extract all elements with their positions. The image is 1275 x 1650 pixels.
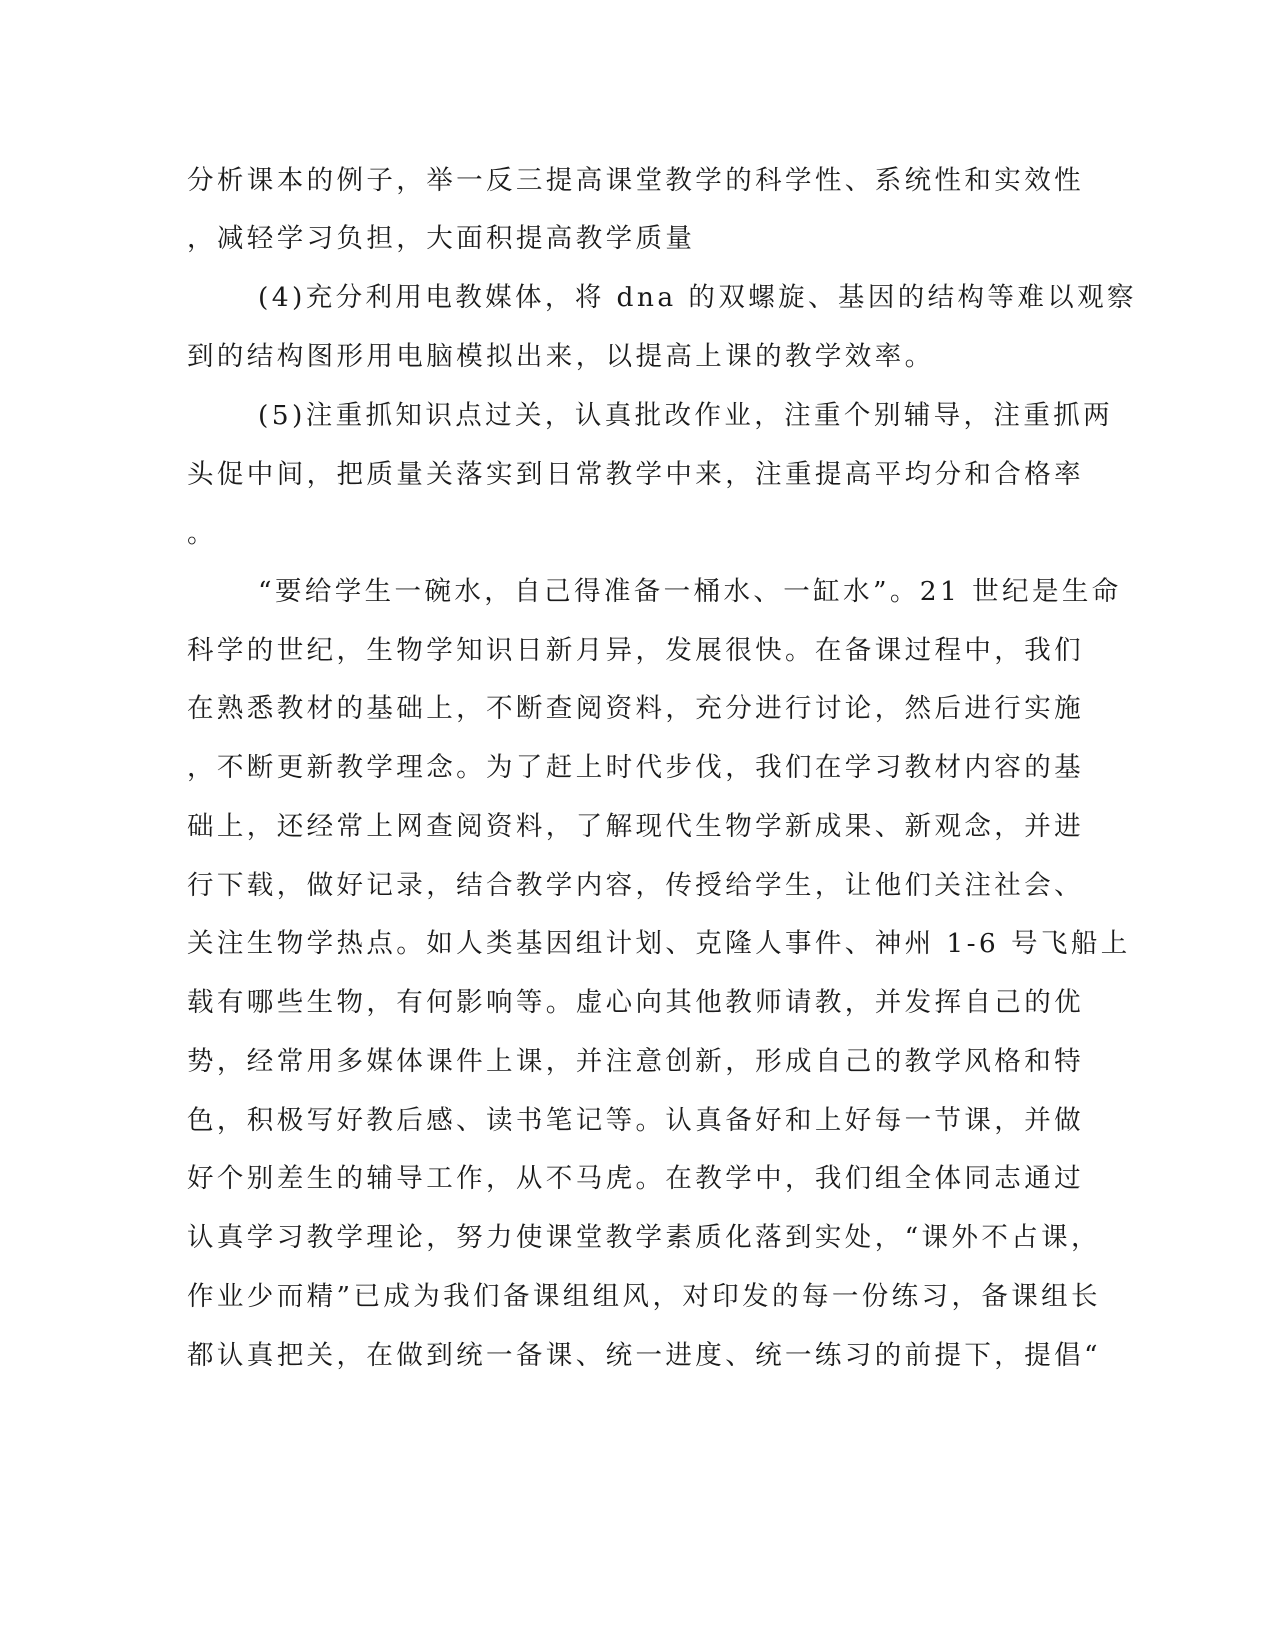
text-line: “要给学生一碗水，自己得准备一桶水、一缸水”。21 世纪是生命 — [258, 576, 1122, 607]
text-line: ，不断更新教学理念。为了赶上时代步伐，我们在学习教材内容的基 — [187, 752, 1084, 783]
text-line: 分析课本的例子，举一反三提高课堂教学的科学性、系统性和实效性 — [187, 165, 1084, 196]
text-line: 在熟悉教材的基础上，不断查阅资料，充分进行讨论，然后进行实施 — [187, 693, 1084, 724]
text-line: 头促中间，把质量关落实到日常教学中来，注重提高平均分和合格率 — [187, 459, 1084, 490]
text-line: 到的结构图形用电脑模拟出来，以提高上课的教学效率。 — [187, 341, 935, 372]
text-line: 础上，还经常上网查阅资料，了解现代生物学新成果、新观念，并进 — [187, 811, 1084, 842]
text-line: 认真学习教学理论，努力使课堂教学素质化落到实处，“课外不占课， — [187, 1222, 1101, 1253]
text-line: (4)充分利用电教媒体，将 dna 的双螺旋、基因的结构等难以观察 — [258, 282, 1137, 313]
text-line: 行下载，做好记录，结合教学内容，传授给学生，让他们关注社会、 — [187, 870, 1084, 901]
text-line: 好个别差生的辅导工作，从不马虎。在教学中，我们组全体同志通过 — [187, 1163, 1084, 1194]
text-line: (5)注重抓知识点过关，认真批改作业，注重个别辅导，注重抓两 — [258, 400, 1114, 431]
text-line: 都认真把关，在做到统一备课、统一进度、统一练习的前提下，提倡“ — [187, 1340, 1101, 1371]
text-line: 。 — [187, 518, 217, 549]
text-line: 载有哪些生物，有何影响等。虚心向其他教师请教，并发挥自己的优 — [187, 987, 1084, 1018]
text-line: 科学的世纪，生物学知识日新月异，发展很快。在备课过程中，我们 — [187, 635, 1084, 666]
text-line: ，减轻学习负担，大面积提高教学质量 — [187, 223, 696, 254]
text-line: 色，积极写好教后感、读书笔记等。认真备好和上好每一节课，并做 — [187, 1105, 1084, 1136]
text-line: 作业少而精”已成为我们备课组组风，对印发的每一份练习，备课组长 — [187, 1281, 1101, 1312]
text-line: 势，经常用多媒体课件上课，并注意创新，形成自己的教学风格和特 — [187, 1046, 1084, 1077]
text-line: 关注生物学热点。如人类基因组计划、克隆人事件、神州 1-6 号飞船上 — [187, 928, 1131, 959]
